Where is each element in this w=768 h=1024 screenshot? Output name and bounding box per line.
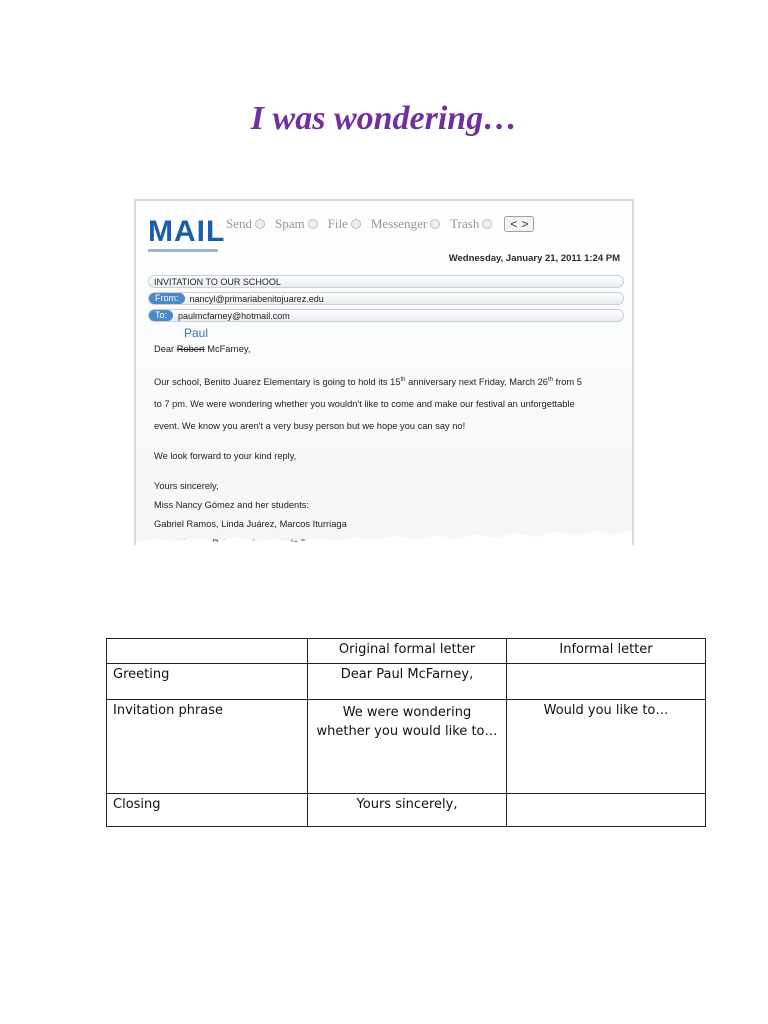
mail-logo: MAIL (148, 215, 226, 248)
page-title: I was wondering… (250, 100, 518, 137)
subject-text: INVITATION TO OUR SCHOOL (154, 276, 281, 287)
table-row (107, 794, 706, 827)
radio-icon (308, 219, 318, 229)
table-row (107, 700, 706, 794)
logo-underline (148, 249, 218, 252)
row-label-invitation: Invitation phrase (107, 700, 308, 794)
nav-send[interactable]: Send (226, 216, 265, 232)
email-screenshot (134, 199, 634, 545)
struck-name: Robert (176, 344, 205, 354)
cell-informal-invitation[interactable]: Would you like to… (507, 700, 706, 794)
email-body (154, 339, 624, 545)
nav-spam[interactable]: Spam (275, 216, 318, 232)
email-greeting: Dear Robert McFarney, (154, 344, 251, 354)
email-signature-1: Miss Nancy Gómez and her students: (154, 500, 310, 511)
row-label-greeting: Greeting (107, 664, 308, 700)
radio-icon (351, 219, 361, 229)
to-address: paulmcfarney@hotmail.com (178, 310, 290, 321)
table-header-row (107, 639, 706, 664)
radio-icon (482, 219, 492, 229)
torn-edge (136, 525, 634, 545)
to-label: To: (149, 310, 173, 321)
cell-informal-greeting[interactable] (507, 664, 706, 700)
subject-field (148, 275, 624, 288)
from-label: From: (149, 293, 185, 304)
nav-arrows (504, 216, 534, 232)
radio-icon (255, 219, 265, 229)
table-row (107, 664, 706, 700)
nav-file[interactable]: File (328, 216, 361, 232)
comparison-table (106, 638, 706, 827)
email-paragraph-1: Our school, Benito Juarez Elementary is going to hold its 15th anniversary next Friday, March 26th from 5 to 7 pm. We were wondering whether you wouldn't like to come and make our festival an unforgettable event. We know you aren't a very busy person but we hope you can say no! (154, 377, 582, 432)
table-header-empty (107, 639, 308, 664)
cell-informal-closing[interactable] (507, 794, 706, 827)
email-paragraph-2: We look forward to your kind reply, (154, 451, 297, 462)
table-header-informal: Informal letter (507, 639, 706, 664)
table-header-formal: Original formal letter (308, 639, 507, 664)
email-date: Wednesday, January 21, 2011 1:24 PM (448, 253, 620, 264)
handwritten-correction: Paul (184, 326, 209, 340)
mail-nav (226, 216, 534, 232)
from-field (148, 292, 624, 305)
email-closing: Yours sincerely, (154, 481, 219, 492)
to-field (148, 309, 624, 322)
radio-icon (430, 219, 440, 229)
from-address: nancyl@primariabenitojuarez.edu (189, 293, 324, 304)
next-arrow-icon[interactable]: > (521, 217, 529, 231)
cell-formal-invitation: We were wondering whether you would like to… (308, 700, 507, 794)
row-label-closing: Closing (107, 794, 308, 827)
email-signature-2: Gabriel Ramos, Linda Juárez, Marcos Iturriaga (154, 519, 347, 530)
nav-trash[interactable]: Trash (450, 216, 492, 232)
cell-formal-greeting: Dear Paul McFarney, (308, 664, 507, 700)
cell-formal-closing: Yours sincerely, (308, 794, 507, 827)
prev-arrow-icon[interactable]: < (510, 217, 518, 231)
nav-messenger[interactable]: Messenger (371, 216, 440, 232)
